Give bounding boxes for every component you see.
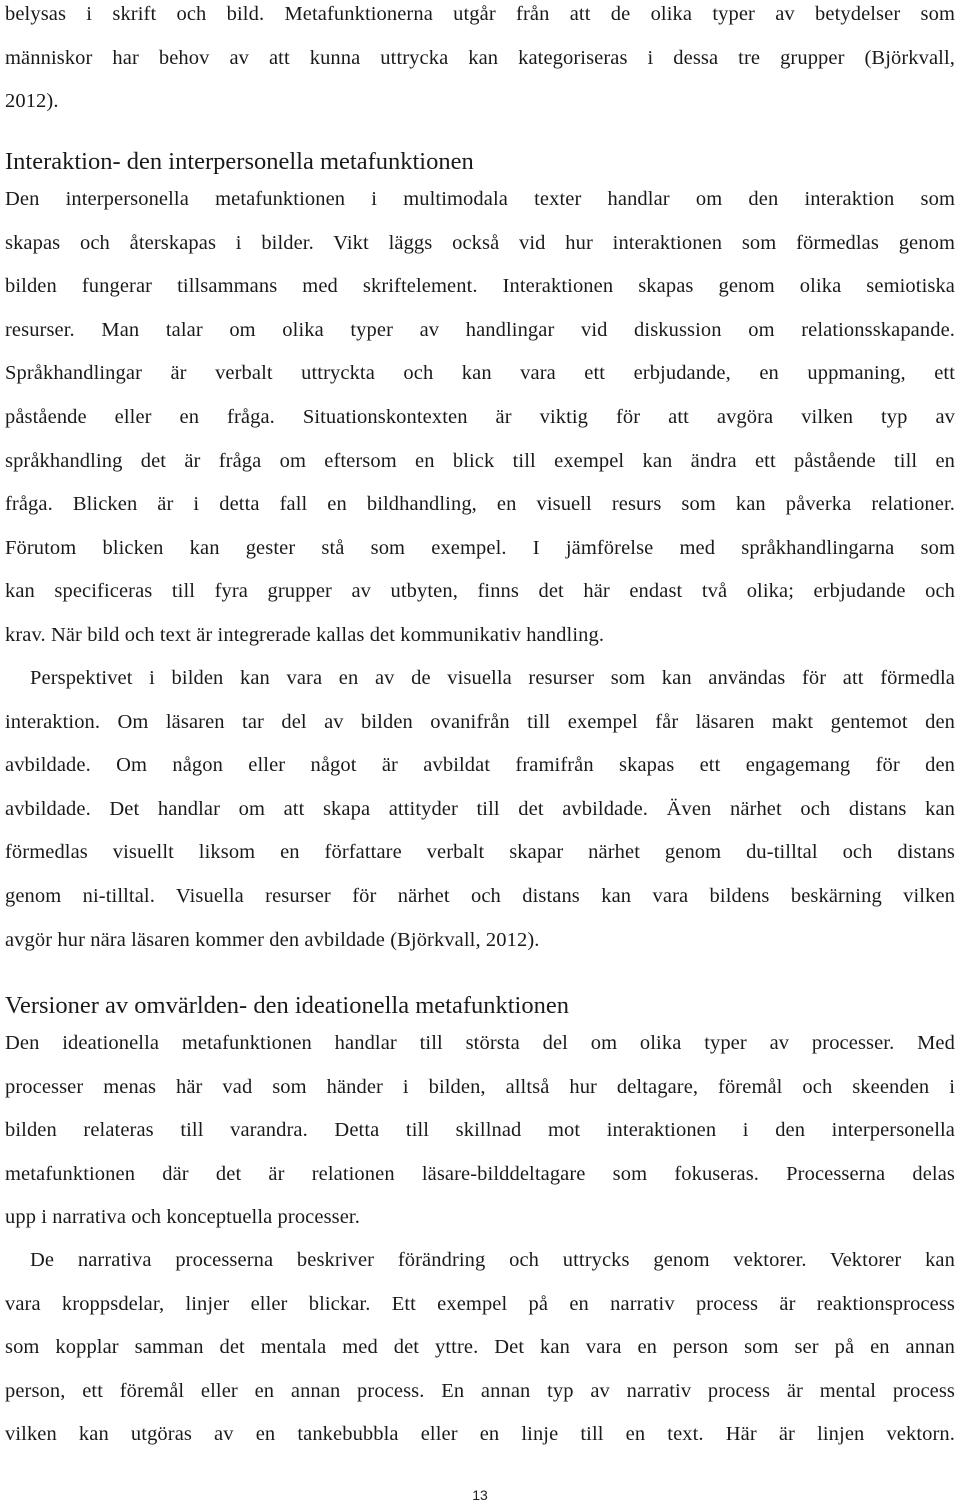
paragraph-interaction-2 <box>5 657 955 962</box>
text-line: De narrativa processerna beskriver förändring och uttrycks genom vektorer. Vektorer kan <box>30 1249 955 1271</box>
text-line: genom ni-tilltal. Visuella resurser för närhet och distans kan vara bildens beskärning vilken <box>5 884 955 907</box>
text-line: belysas i skrift och bild. Metafunktionerna utgår från att de olika typer av betydelser som <box>5 3 955 25</box>
text-line: förmedlas visuellt liksom en författare verbalt skapar närhet genom du-tilltal och distans <box>5 841 955 864</box>
text-line: Den ideationella metafunktionen handlar till största del om olika typer av processer. Med <box>5 1032 955 1054</box>
text-line: Den interpersonella metafunktionen i multimodala texter handlar om den interaktion som <box>5 188 955 210</box>
text-line: avbildade. Om någon eller något är avbildat framifrån skapas ett engagemang för den <box>5 754 955 777</box>
text-line: metafunktionen där det är relationen läsare-bilddeltagare som fokuseras. Processerna delas <box>5 1162 955 1185</box>
text-line: resurser. Man talar om olika typer av handlingar vid diskussion om relationsskapande. <box>5 318 955 341</box>
text-line: skapas och återskapas i bilder. Vikt läggs också vid hur interaktionen som förmedlas genom <box>5 231 955 254</box>
paragraph-ideational-1 <box>5 1022 955 1240</box>
text-line: Förutom blicken kan gester stå som exempel. I jämförelse med språkhandlingarna som <box>5 536 955 559</box>
text-line: kan specificeras till fyra grupper av utbyten, finns det här endast två olika; erbjudande och <box>5 580 955 603</box>
section-heading-ideational: Versioner av omvärlden- den ideationella metafunktionen <box>5 992 569 1019</box>
text-line: processer menas här vad som händer i bilden, alltså hur deltagare, föremål och skeenden i <box>5 1075 955 1098</box>
text-line: krav. När bild och text är integrerade kallas det kommunikativ handling. <box>5 623 605 646</box>
text-line: 2012). <box>5 90 59 113</box>
text-line: avgör hur nära läsaren kommer den avbildade (Björkvall, 2012). <box>5 928 540 951</box>
paragraph-intro <box>5 0 955 124</box>
text-line: fråga. Blicken är i detta fall en bildhandling, en visuell resurs som kan påverka relationer. <box>5 493 955 516</box>
page-number: 13 <box>472 1487 488 1503</box>
text-line: vilken kan utgöras av en tankebubbla eller en linje till en text. Här är linjen vektorn. <box>5 1423 955 1446</box>
text-line: person, ett föremål eller en annan process. En annan typ av narrativ process är mental process <box>5 1379 955 1402</box>
text-line: bilden fungerar tillsammans med skriftelement. Interaktionen skapas genom olika semiotiska <box>5 275 955 298</box>
section-heading-interaction: Interaktion- den interpersonella metafunktionen <box>5 148 474 175</box>
paragraph-ideational-2 <box>5 1239 955 1457</box>
text-line: påstående eller en fråga. Situationskontexten är viktig för att avgöra vilken typ av <box>5 405 955 428</box>
text-line: människor har behov av att kunna uttrycka kan kategoriseras i dessa tre grupper (Björkvall, <box>5 46 955 69</box>
paragraph-interaction-1 <box>5 178 955 658</box>
text-line: avbildade. Det handlar om att skapa attityder till det avbildade. Även närhet och distans kan <box>5 797 955 820</box>
text-line: som kopplar samman det mentala med det yttre. Det kan vara en person som ser på en annan <box>5 1336 955 1359</box>
text-line: Språkhandlingar är verbalt uttryckta och kan vara ett erbjudande, en uppmaning, ett <box>5 362 955 385</box>
text-line: bilden relateras till varandra. Detta till skillnad mot interaktionen i den interpersonella <box>5 1119 955 1142</box>
text-line: språkhandling det är fråga om eftersom en blick till exempel kan ändra ett påstående till en <box>5 449 955 472</box>
text-line: Perspektivet i bilden kan vara en av de visuella resurser som kan användas för att förmedla <box>30 667 955 689</box>
text-line: vara kroppsdelar, linjer eller blickar. Ett exempel på en narrativ process är reaktionsprocess <box>5 1292 955 1315</box>
text-line: upp i narrativa och konceptuella processer. <box>5 1206 360 1229</box>
text-line: interaktion. Om läsaren tar del av bilden ovanifrån till exempel får läsaren makt gentemot den <box>5 710 955 733</box>
